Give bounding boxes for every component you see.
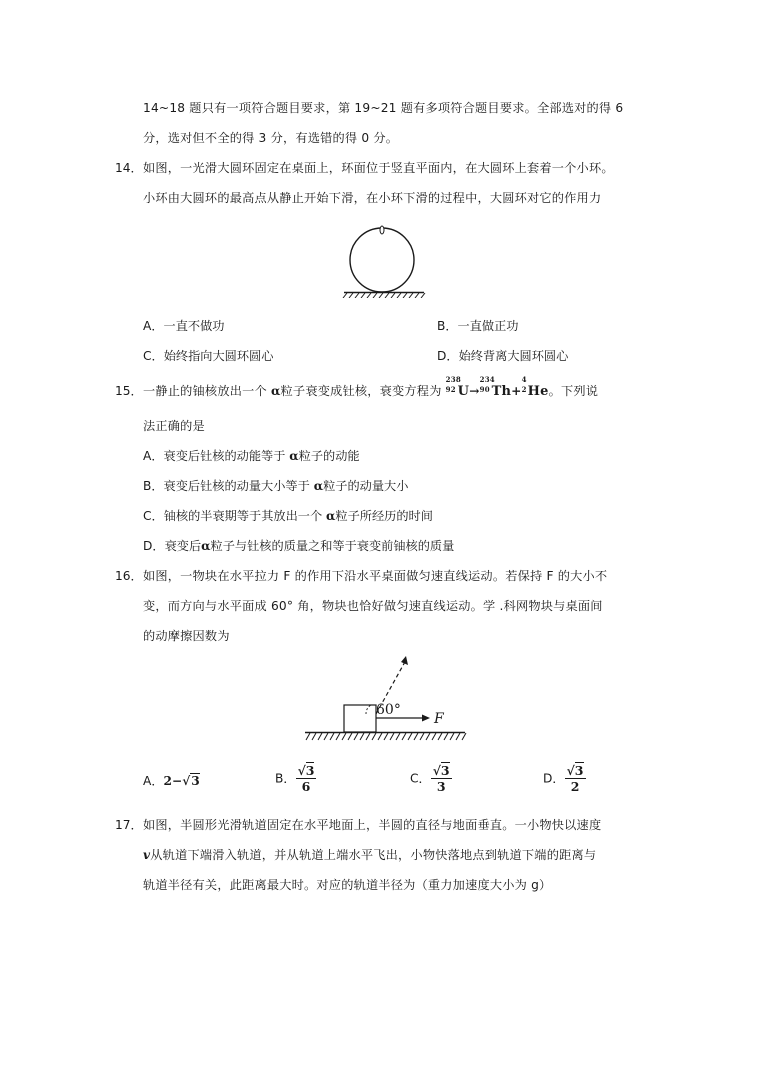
question-14-line-1: 如图，一光滑大圆环固定在桌面上，环面位于竖直平面内，在大圆环上套着一个小环。 (143, 161, 614, 175)
option-c-numerator: 3 (440, 763, 450, 778)
question-14-option-d[interactable]: D．始终背离大圆环圆心 (437, 349, 569, 363)
option-b-numerator: 3 (305, 763, 315, 778)
question-17-line-1: 如图，半圆形光滑轨道固定在水平地面上，半圆的直径与地面垂直。一小物快以速度 (143, 818, 602, 832)
question-17-number: 17． (115, 818, 143, 832)
question-14-option-c[interactable]: C．始终指向大圆环圆心 (143, 349, 274, 363)
thorium-nuclide (479, 375, 512, 400)
question-15-text-post: 。下列说 (548, 384, 599, 398)
alpha-symbol: α (326, 509, 336, 523)
option-d-label: D． (543, 771, 565, 786)
question-16-option-b[interactable] (275, 763, 316, 795)
ring-on-table-figure (338, 222, 428, 298)
root-symbol: √ (432, 763, 441, 778)
option-a-label: A． (143, 774, 164, 788)
option-d-text-post: 粒子与钍核的质量之和等于衰变前铀核的质量 (210, 539, 455, 553)
question-15-option-d[interactable] (143, 538, 454, 554)
alpha-symbol: α (289, 449, 299, 463)
uranium-mass-number: 238 (445, 375, 461, 384)
question-15-option-a[interactable] (143, 448, 360, 464)
helium-mass-number: 4 (521, 375, 527, 384)
question-15-text-mid: 粒子衰变成钍核，衰变方程为 (280, 384, 446, 398)
question-15-option-b[interactable] (143, 478, 408, 494)
question-16-line-1: 如图，一物块在水平拉力 F 的作用下沿水平桌面做匀速直线运动。若保持 F 的大小不 (143, 569, 608, 583)
option-b-text-post: 粒子的动量大小 (323, 479, 409, 493)
question-15-text-pre: 一静止的铀核放出一个 (143, 384, 271, 398)
uranium-nuclide (445, 375, 470, 400)
question-16-line-3: 的动摩擦因数为 (143, 629, 230, 643)
angle-label: 60° (376, 702, 401, 718)
question-16-option-a[interactable] (143, 773, 200, 789)
alpha-symbol: α (313, 479, 324, 493)
helium-nuclide (521, 375, 549, 400)
question-14-number: 14． (115, 161, 143, 175)
option-a-radicand: 3 (191, 774, 200, 788)
helium-symbol: He (527, 384, 549, 399)
option-a-text-post: 粒子的动能 (298, 449, 360, 463)
option-a-value: 2− (163, 774, 183, 788)
root-symbol: √ (566, 763, 575, 778)
question-14-option-a[interactable]: A．一直不做功 (143, 319, 225, 333)
decay-equation (445, 375, 549, 400)
alpha-symbol: α (201, 539, 211, 553)
question-15-line-2: 法正确的是 (143, 419, 205, 433)
option-d-text-pre: D．衰变后 (143, 539, 202, 553)
velocity-symbol: v (143, 848, 151, 862)
question-16-number: 16． (115, 569, 143, 583)
helium-atomic-number: 2 (521, 385, 527, 394)
question-17-line-3: 轨道半径有关，此距离最大时。对应的轨道半径为（重力加速度大小为 g） (143, 878, 552, 892)
question-14-line-2: 小环由大圆环的最高点从静止开始下滑，在小环下滑的过程中，大圆环对它的作用力 (143, 191, 602, 205)
question-14-option-b[interactable]: B．一直做正功 (437, 319, 519, 333)
thorium-atomic-number: 90 (479, 385, 490, 394)
force-label: F (434, 711, 444, 727)
alpha-symbol: α (270, 384, 281, 398)
option-b-denominator: 6 (301, 779, 311, 794)
intro-line-2: 分，选对但不全的得 3 分，有选错的得 0 分。 (143, 131, 399, 145)
plus-symbol: + (511, 384, 522, 398)
block-force-figure (300, 652, 470, 744)
option-a-text-pre: A．衰变后钍核的动能等于 (143, 449, 290, 463)
option-a-sqrt (182, 773, 200, 789)
option-c-denominator: 3 (436, 779, 446, 794)
option-b-fraction (296, 763, 317, 795)
option-c-text-post: 粒子所经历的时间 (335, 509, 433, 523)
question-16-option-d[interactable] (543, 763, 586, 795)
arrow-symbol: → (469, 384, 480, 398)
thorium-symbol: Th (491, 384, 512, 399)
question-15-line-1 (143, 375, 599, 400)
question-15-option-c[interactable] (143, 508, 433, 524)
option-d-denominator: 2 (570, 779, 580, 794)
option-b-label: B． (275, 771, 296, 786)
question-16-line-2: 变，而方向与水平面成 60° 角，物块也恰好做匀速直线运动。学 .科网物块与桌面间 (143, 599, 603, 613)
option-c-fraction (431, 763, 452, 795)
uranium-symbol: U (457, 384, 470, 399)
question-16-option-c[interactable] (410, 763, 452, 795)
option-c-text-pre: C．铀核的半衰期等于其放出一个 (143, 509, 327, 523)
option-d-numerator: 3 (574, 763, 584, 778)
option-c-label: C． (410, 771, 431, 786)
intro-line-1: 14~18 题只有一项符合题目要求，第 19~21 题有多项符合题目要求。全部选对的得 6 (143, 101, 624, 115)
option-b-text-pre: B．衰变后钍核的动量大小等于 (143, 479, 314, 493)
question-17-line-2 (143, 847, 596, 863)
root-symbol: √ (182, 774, 191, 788)
question-15-number: 15． (115, 384, 143, 398)
option-d-fraction (565, 763, 586, 795)
root-symbol: √ (297, 763, 306, 778)
question-17-line-2-text: 从轨道下端滑入轨道，并从轨道上端水平飞出，小物快落地点到轨道下端的距离与 (150, 848, 597, 862)
thorium-mass-number: 234 (479, 375, 495, 384)
uranium-atomic-number: 92 (445, 385, 456, 394)
